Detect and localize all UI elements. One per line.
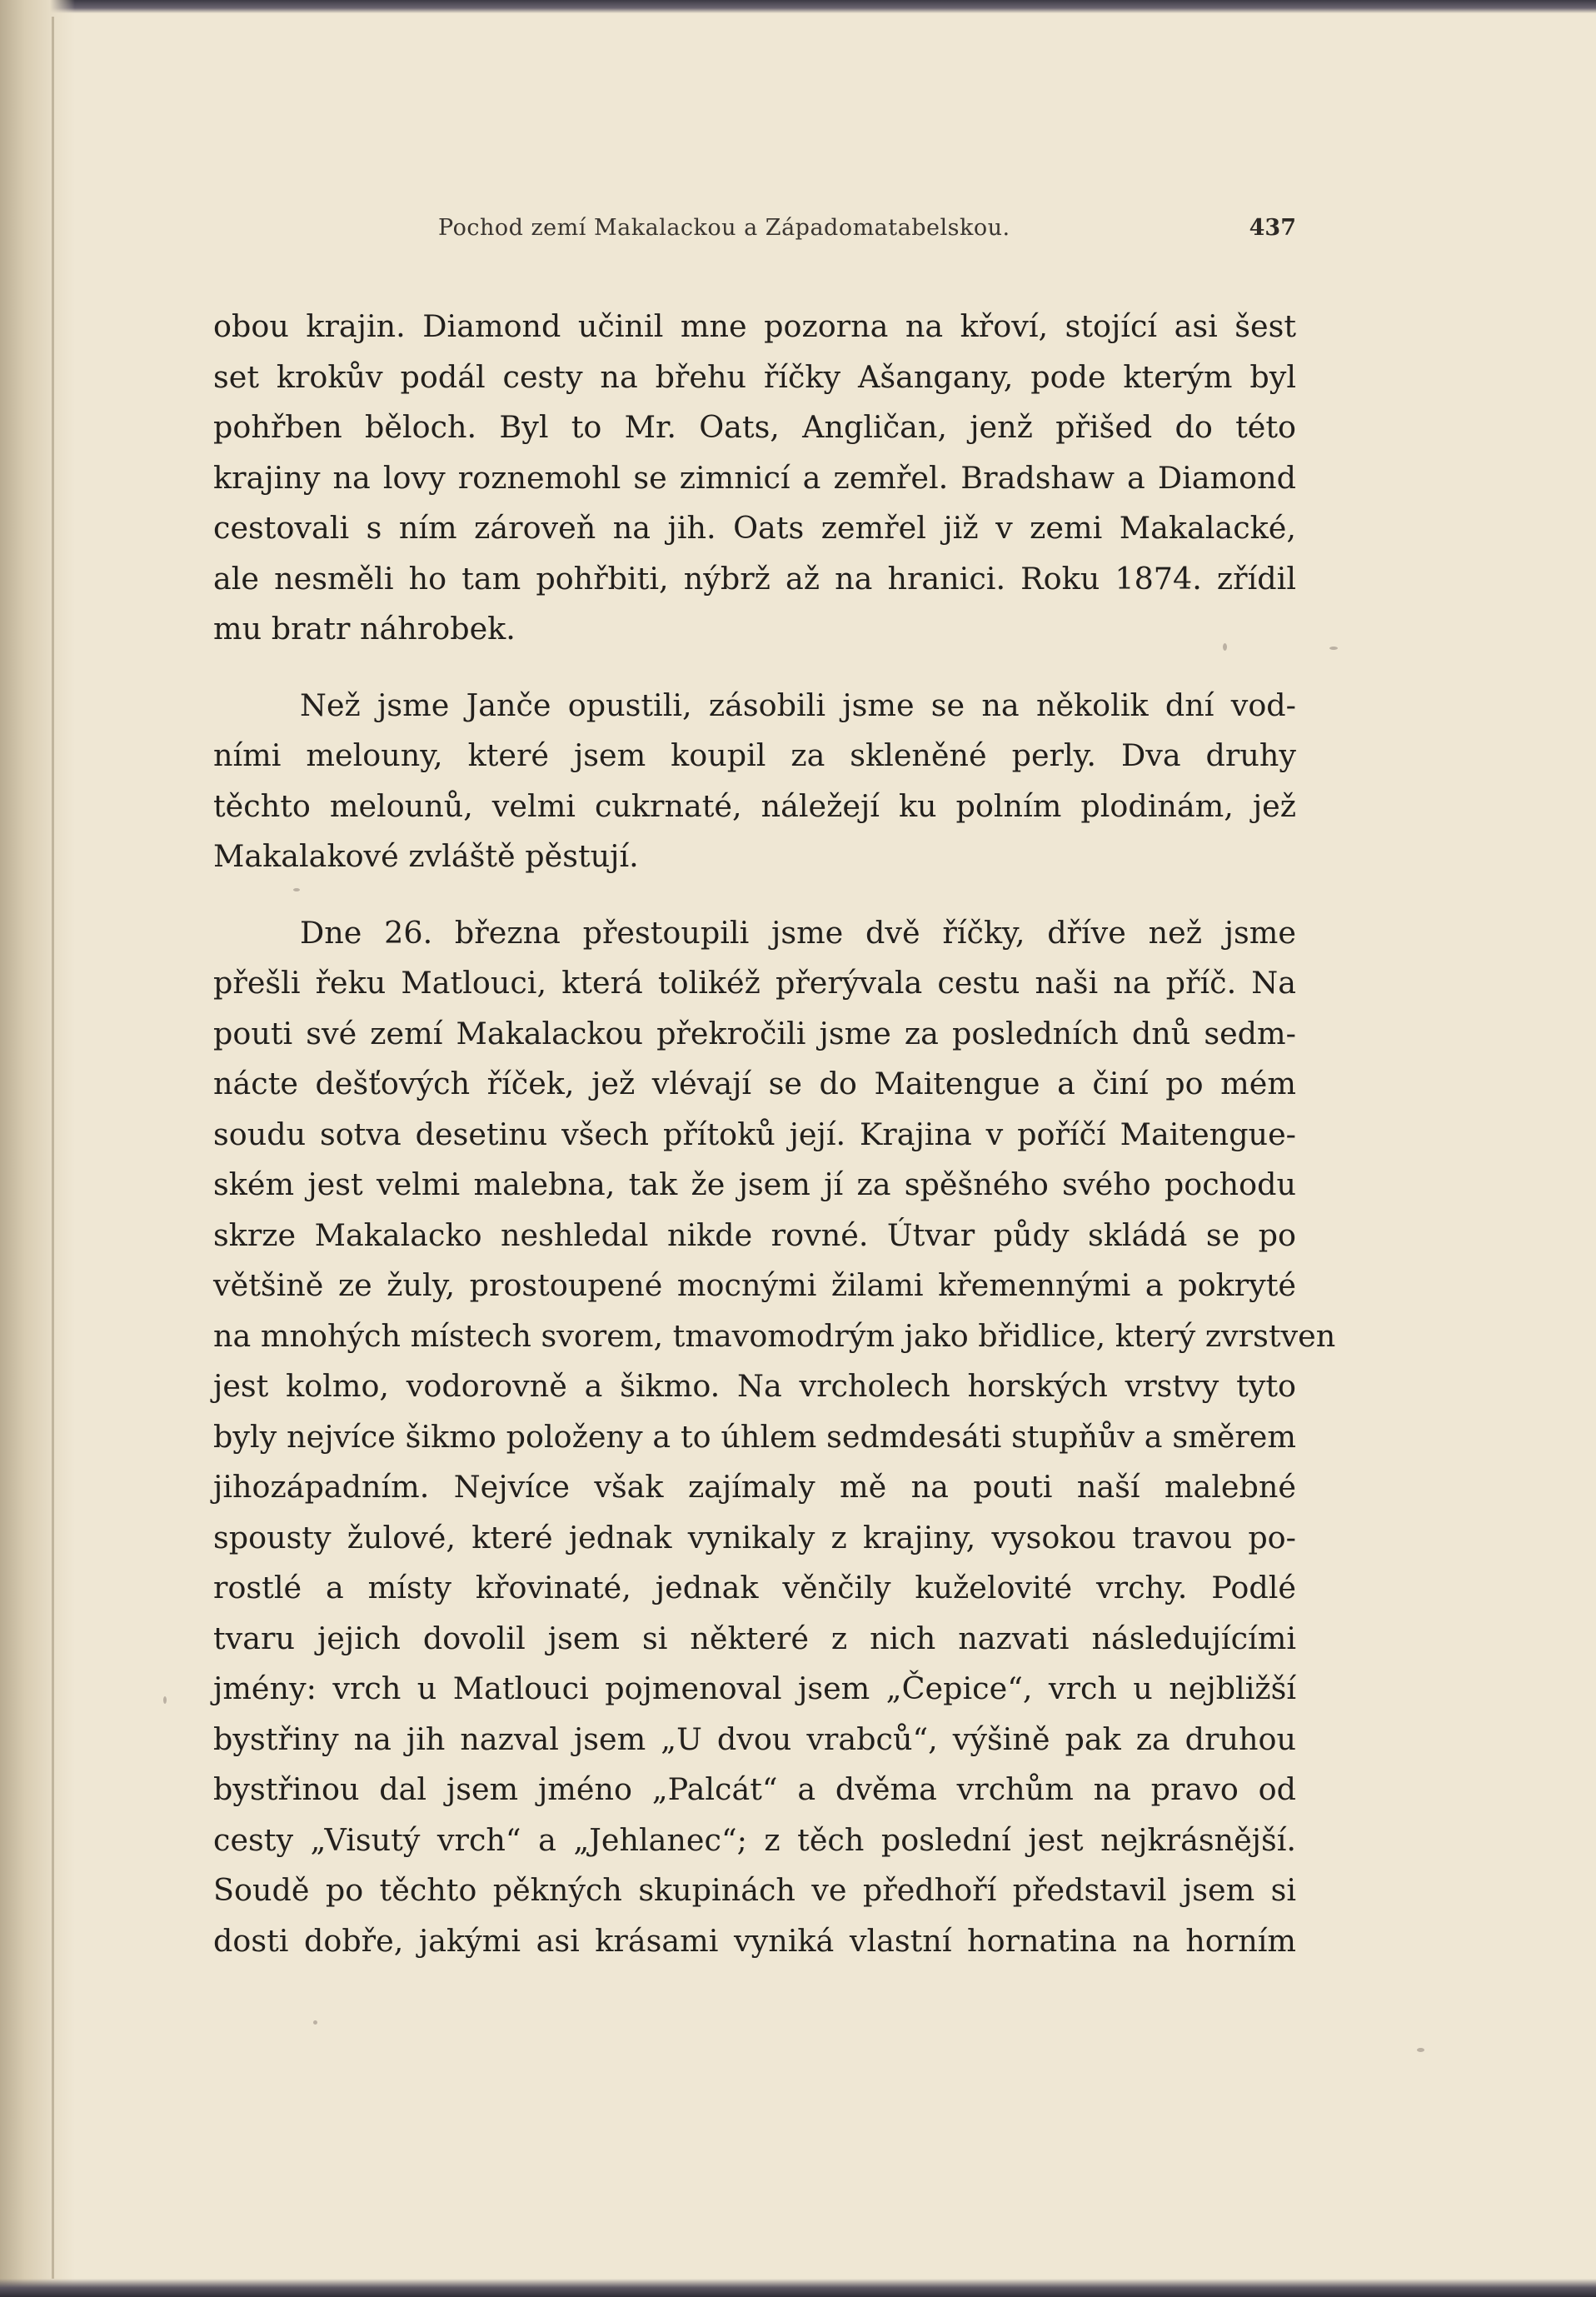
text-line: soudu sotva desetinu všech přítoků její. Krajina v poříčí Maitengue-	[213, 1116, 1296, 1152]
paper-speck	[293, 888, 300, 891]
text-line: ními melouny, které jsem koupil za skleněné perly. Dva druhy	[213, 737, 1296, 773]
text-line: byly nejvíce šikmo položeny a to úhlem sedmdesáti stupňův a směrem	[213, 1418, 1296, 1455]
page-header	[213, 215, 1296, 252]
text-line: jest kolmo, vodorovně a šikmo. Na vrcholech horských vrstvy tyto	[213, 1368, 1296, 1404]
text-line: tvaru jejich dovolil jsem si některé z nich nazvati následujícími	[213, 1620, 1296, 1656]
text-line: dosti dobře, jakými asi krásami vyniká vlastní hornatina na horním	[213, 1922, 1296, 1959]
text-line: ském jest velmi malebna, tak že jsem jí za spěšného svého pochodu	[213, 1166, 1296, 1202]
paragraph-3	[213, 908, 1336, 1967]
text-line: pouti své zemí Makalackou překročili jsme za posledních dnů sedm-	[213, 1015, 1296, 1051]
text-line: krajiny na lovy roznemohl se zimnicí a zemřel. Bradshaw a Diamond	[213, 459, 1296, 496]
paragraph-2	[213, 681, 1296, 882]
text-line: na mnohých místech svorem, tmavomodrým jako břidlice, který zvrstven	[213, 1317, 1336, 1354]
body-text	[213, 302, 1336, 1966]
paper-speck	[313, 2020, 317, 2025]
text-line: cestovali s ním zároveň na jih. Oats zemřel již v zemi Makalacké,	[213, 510, 1296, 546]
text-line: Dne 26. března přestoupili jsme dvě říčky, dříve než jsme	[300, 914, 1296, 951]
text-line: Než jsme Janče opustili, zásobili jsme se na několik dní vod-	[300, 687, 1296, 723]
text-line: pohřben běloch. Byl to Mr. Oats, Angličan, jenž přišed do této	[213, 409, 1296, 445]
text-line: obou krajin. Diamond učinil mne pozorna na křoví, stojící asi šest	[213, 308, 1296, 344]
paragraph-1	[213, 302, 1296, 655]
text-line: jihozápadním. Nejvíce však zajímaly mě na pouti naší malebné	[213, 1469, 1296, 1505]
text-line: většině ze žuly, prostoupené mocnými žilami křemennými a pokryté	[213, 1267, 1296, 1303]
text-line: skrze Makalacko neshledal nikde rovné. Útvar půdy skládá se po	[213, 1216, 1296, 1253]
text-line: mu bratr náhrobek.	[213, 611, 516, 647]
page-spine-shadow	[0, 0, 75, 2297]
page-top-edge	[0, 0, 1596, 13]
page-bottom-edge	[0, 2279, 1596, 2297]
text-line: jmény: vrch u Matlouci pojmenoval jsem „Čepice“, vrch u nejbližší	[213, 1670, 1296, 1706]
text-line: těchto melounů, velmi cukrnaté, náležejí ku polním plodinám, jež	[213, 787, 1296, 824]
text-line: bystřiny na jih nazval jsem „U dvou vrabců“, výšině pak za druhou	[213, 1720, 1296, 1757]
paper-speck	[163, 1696, 167, 1704]
text-line: set krokův podál cesty na břehu říčky Ašangany, pode kterým byl	[213, 358, 1296, 395]
text-line: nácte dešťových říček, jež vlévají se do Maitengue a činí po mém	[213, 1066, 1296, 1101]
text-line: přešli řeku Matlouci, která tolikéž přerývala cestu naši na příč. Na	[213, 965, 1296, 1001]
paper-speck	[1417, 2048, 1424, 2052]
spine-fold-line	[52, 17, 54, 2279]
paper-speck	[1223, 643, 1227, 651]
page-number: 437	[1249, 215, 1296, 241]
text-line: spousty žulové, které jednak vynikaly z krajiny, vysokou travou po-	[213, 1519, 1296, 1555]
text-line: Soudě po těchto pěkných skupinách ve předhoří představil jsem si	[213, 1872, 1296, 1908]
running-title: Pochod zemí Makalackou a Západomatabelskou.	[438, 215, 1010, 241]
text-line: ale nesměli ho tam pohřbiti, nýbrž až na hranici. Roku 1874. zřídil	[213, 560, 1296, 597]
paper-speck	[1329, 647, 1338, 650]
text-line: cesty „Visutý vrch“ a „Jehlanec“; z těch poslední jest nejkrásnější.	[213, 1821, 1296, 1858]
text-line: bystřinou dal jsem jméno „Palcát“ a dvěma vrchům na pravo od	[213, 1771, 1296, 1807]
text-line: Makalakové zvláště pěstují.	[213, 838, 639, 874]
text-line: rostlé a místy křovinaté, jednak věnčily kuželovité vrchy. Podlé	[213, 1570, 1296, 1605]
